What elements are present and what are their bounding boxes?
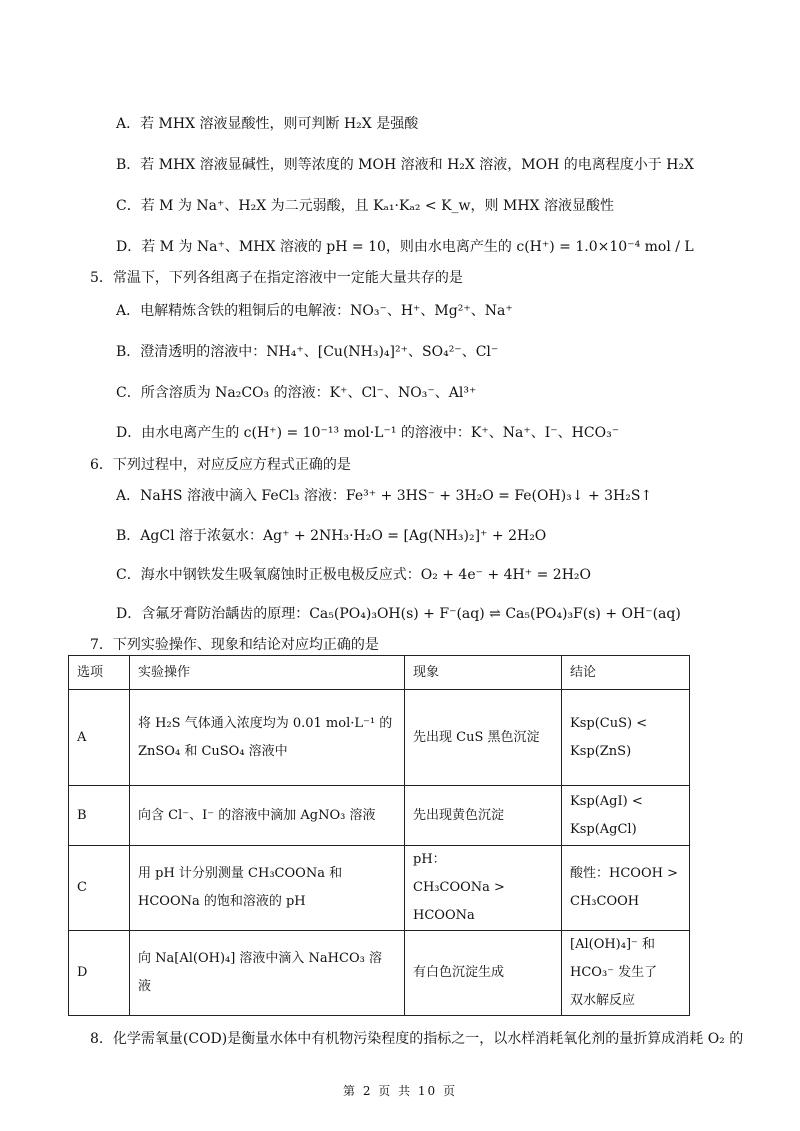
q6-option-c: C．海水中钢铁发生吸氧腐蚀时正极电极反应式：O₂ + 4e⁻ + 4H⁺ = 2H₂O xyxy=(116,567,591,583)
cell-line: 液 xyxy=(138,979,152,994)
q5-stem: 5．常温下，下列各组离子在指定溶液中一定能大量共存的是 xyxy=(90,270,463,286)
cell-line: 向 Na[Al(OH)₄] 溶液中滴入 NaHCO₃ 溶 xyxy=(138,951,382,966)
cell-line: 有白色沉淀生成 xyxy=(413,965,505,980)
q6-option-b: B．AgCl 溶于浓氨水：Ag⁺ + 2NH₃·H₂O = [Ag(NH₃)₂]⁺ + 2H₂O xyxy=(116,528,547,544)
operation-cell xyxy=(130,786,405,846)
table-header-cell: 结论 xyxy=(562,656,690,690)
cell-line: [Al(OH)₄]⁻ 和 HCO₃⁻ 发生了 xyxy=(570,937,658,980)
operation-cell xyxy=(130,846,405,931)
q5-option-c: C．所含溶质为 Na₂CO₃ 的溶液：K⁺、Cl⁻、NO₃⁻、Al³⁺ xyxy=(116,385,477,401)
cell-line: CH₃COONa > HCOONa xyxy=(413,880,505,923)
conclusion-cell xyxy=(562,846,690,931)
cell-line: 向含 Cl⁻、I⁻ 的溶液中滴加 AgNO₃ 溶液 xyxy=(138,807,376,823)
table-row xyxy=(69,931,690,1016)
q5-option-a: A．电解精炼含铁的粗铜后的电解液：NO₃⁻、H⁺、Mg²⁺、Na⁺ xyxy=(116,303,513,319)
table-header-cell: 现象 xyxy=(405,656,562,690)
table-header-row xyxy=(69,656,690,690)
option-cell: A xyxy=(69,690,130,786)
q5-option-b: B．澄清透明的溶液中：NH₄⁺、[Cu(NH₃)₄]²⁺、SO₄²⁻、Cl⁻ xyxy=(116,344,499,360)
option-cell: B xyxy=(69,786,130,846)
table-header-cell: 选项 xyxy=(69,656,130,690)
table-row xyxy=(69,846,690,931)
conclusion-cell xyxy=(562,690,690,786)
cell-line: 先出现 CuS 黑色沉淀 xyxy=(413,729,540,745)
option-cell: C xyxy=(69,846,130,931)
cell-line: 用 pH 计分别测量 CH₃COONa 和 xyxy=(138,866,343,881)
phenomenon-cell xyxy=(405,846,562,931)
cell-line: Ksp(AgI) < Ksp(AgCl) xyxy=(570,793,643,837)
table-row xyxy=(69,690,690,786)
option-cell: D xyxy=(69,931,130,1016)
cell-line: 将 H₂S 气体通入浓度均为 0.01 mol·L⁻¹ 的 xyxy=(138,715,393,731)
page-footer: 第 2 页 共 10 页 xyxy=(343,1084,457,1098)
phenomenon-cell xyxy=(405,690,562,786)
operation-cell xyxy=(130,931,405,1016)
table-row xyxy=(69,786,690,846)
conclusion-cell xyxy=(562,786,690,846)
q4-option-c: C．若 M 为 Na⁺、H₂X 为二元弱酸，且 Kₐ₁·Kₐ₂ < K_w，则 MHX 溶液显酸性 xyxy=(116,198,614,214)
conclusion-cell xyxy=(562,931,690,1016)
q6-option-a: A．NaHS 溶液中滴入 FeCl₃ 溶液：Fe³⁺ + 3HS⁻ + 3H₂O = Fe(OH)₃↓ + 3H₂S↑ xyxy=(116,488,653,504)
table-header-cell: 实验操作 xyxy=(130,656,405,690)
q6-stem: 6．下列过程中，对应反应方程式正确的是 xyxy=(90,457,351,473)
phenomenon-cell xyxy=(405,931,562,1016)
q4-option-b: B．若 MHX 溶液显碱性，则等浓度的 MOH 溶液和 H₂X 溶液，MOH 的电离程度小于 H₂X xyxy=(116,157,695,173)
experiment-table xyxy=(68,655,690,1016)
q4-option-d: D．若 M 为 Na⁺、MHX 溶液的 pH = 10，则由水电离产生的 c(H⁺) = 1.0×10⁻⁴ mol / L xyxy=(116,239,694,255)
operation-cell xyxy=(130,690,405,786)
phenomenon-cell xyxy=(405,786,562,846)
cell-line: 酸性：HCOOH > CH₃COOH xyxy=(570,866,678,909)
cell-line: 双水解反应 xyxy=(570,993,636,1008)
q7-stem: 7．下列实验操作、现象和结论对应均正确的是 xyxy=(90,637,379,653)
q6-option-d: D．含氟牙膏防治龋齿的原理：Ca₅(PO₄)₃OH(s) + F⁻(aq) ⇌ Ca₅(PO₄)₃F(s) + OH⁻(aq) xyxy=(116,606,681,622)
cell-line: Ksp(CuS) < Ksp(ZnS) xyxy=(570,715,648,759)
cell-line: pH： xyxy=(413,852,446,867)
q5-option-d: D．由水电离产生的 c(H⁺) = 10⁻¹³ mol·L⁻¹ 的溶液中：K⁺、Na⁺、I⁻、HCO₃⁻ xyxy=(116,425,620,441)
cell-line: ZnSO₄ 和 CuSO₄ 溶液中 xyxy=(138,743,288,759)
cell-line: 先出现黄色沉淀 xyxy=(413,807,505,823)
q4-option-a: A．若 MHX 溶液显酸性，则可判断 H₂X 是强酸 xyxy=(116,116,419,132)
cell-line: HCOONa 的饱和溶液的 pH xyxy=(138,894,306,909)
q8-stem: 8．化学需氧量(COD)是衡量水体中有机物污染程度的指标之一，以水样消耗氧化剂的量折算成消耗 O₂ 的 xyxy=(90,1031,744,1047)
